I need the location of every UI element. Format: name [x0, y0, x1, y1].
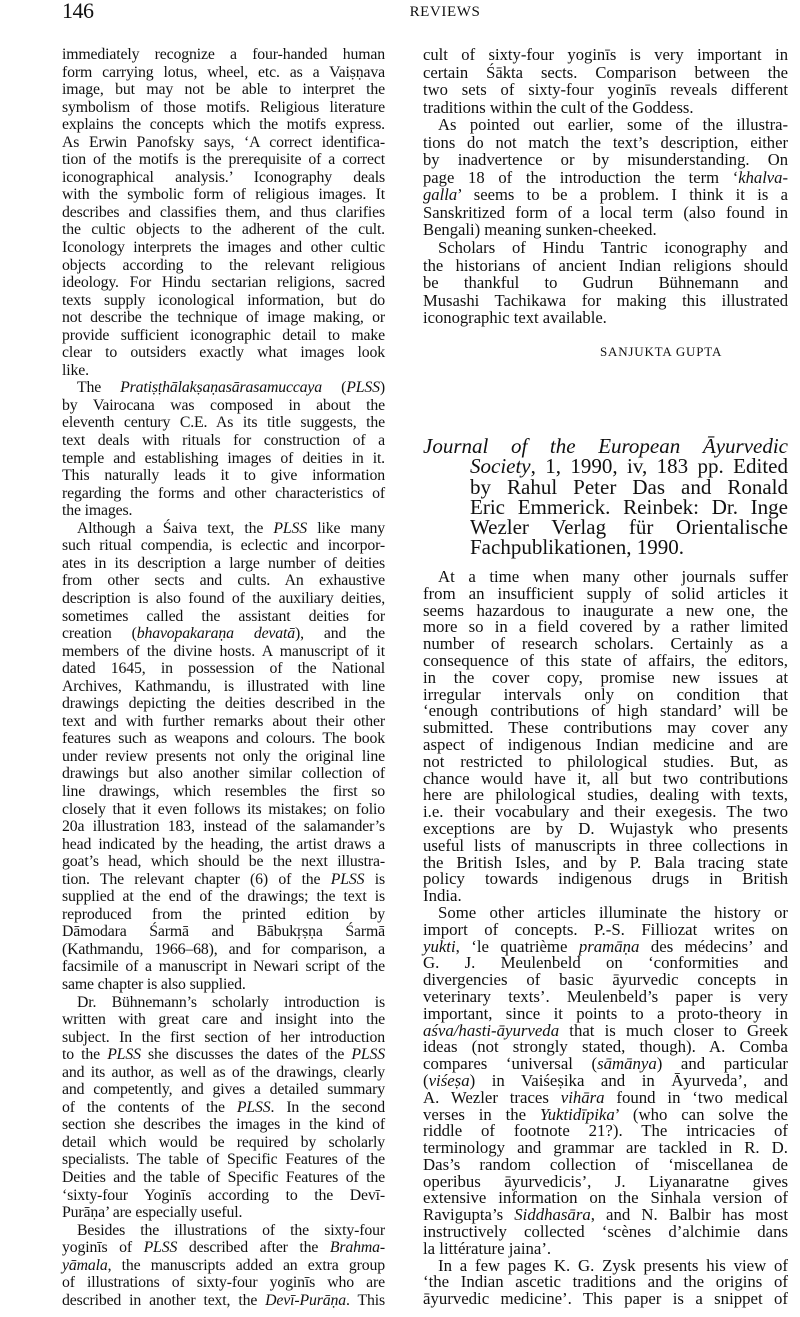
review-heading: [423, 436, 788, 558]
text-line: verses in the Yuktidīpika’ (who can solve the: [423, 1104, 788, 1124]
text-line: eleventh century C.E. As its title suggests, the: [62, 414, 385, 432]
text-line: Deities and the table of Specific Features of the: [62, 1169, 385, 1186]
text-line: (Kathmandu, 1966–68), and for comparison, a: [62, 940, 385, 958]
paragraph: [423, 569, 788, 905]
text-line: with the symbolic form of religious images. It: [62, 186, 385, 204]
text-line: in the cover copy, promise new issues at: [423, 667, 788, 687]
text-line: la littérature jaina’.: [423, 1238, 552, 1258]
text-line: texts supply iconological information, but do: [62, 291, 385, 309]
text-line: tion of the motifs is the prerequisite of a correct: [62, 151, 385, 169]
text-line: This naturally leads it to give information: [62, 467, 385, 485]
paragraph: [423, 116, 788, 239]
text-line: compares ‘universal (sāmānya) and particular: [423, 1054, 788, 1074]
text-line: objects according to the relevant religious: [62, 256, 385, 274]
text-line: text deals with rituals for construction of a: [62, 432, 385, 450]
running-head: REVIEWS: [409, 4, 481, 20]
text-line: description is also found of the auxiliary deities,: [62, 589, 385, 607]
right-column-review-body: [423, 569, 788, 1308]
paragraph: [423, 1255, 788, 1309]
text-line: by Rahul Peter Das and Ronald: [470, 474, 788, 499]
text-line: members of the divine hosts. A manuscript of it: [62, 642, 385, 660]
text-line: number of research scholars. Certainly as a: [423, 634, 788, 654]
paragraph: [423, 46, 788, 116]
text-line: dated 1645, in possession of the National: [62, 660, 385, 678]
text-line: galla’ seems to be a problem. I think it is a: [423, 185, 788, 205]
text-line: and competently, and gives a detailed summary: [62, 1081, 385, 1099]
text-line: Some other articles illuminate the history or: [438, 902, 788, 922]
text-line: G. J. Meulenbeld on ‘conformities and: [423, 953, 788, 973]
text-line: section she describes the images in the kind of: [62, 1116, 385, 1134]
text-line: veterinary texts’. Meulenbeld’s paper is very: [423, 986, 788, 1006]
text-line: As pointed out earlier, some of the illustra-: [438, 115, 788, 135]
text-line: such ritual compendia, is eclectic and incorpor-: [62, 537, 385, 555]
text-line: Journal of the European Āyurvedic: [423, 434, 788, 458]
text-line: terminology and grammar are tackled in R. D.: [423, 1138, 788, 1158]
text-line: Archives, Kathmandu, is illustrated with line: [62, 677, 385, 695]
text-line: aśva/hasti-āyurveda that is much closer to Greek: [423, 1020, 788, 1040]
text-line: instructively collected ‘scènes d’alchimie dans: [423, 1222, 788, 1242]
text-line: head indicated by the heading, the artist draws a: [62, 835, 385, 853]
text-line: immediately recognize a four-handed human: [62, 46, 385, 63]
text-line: by inadvertence or by misunderstanding. On: [423, 150, 788, 170]
text-line: irregular intervals only on condition that: [423, 684, 788, 704]
text-line: tion. The relevant chapter (6) of the PLSS is: [62, 870, 385, 888]
text-line: certain Śākta sects. Comparison between the: [423, 62, 788, 82]
text-line: creation (bhavopakaraṇa devatā), and the: [62, 625, 385, 643]
text-line: page 18 of the introduction the term ‘khalva-: [423, 167, 788, 187]
text-line: seems hazardous to inaugurate a new one, the: [423, 600, 788, 620]
text-line: policy towards indigenous drugs in British: [423, 869, 788, 889]
text-line: specialists. The table of Specific Features of the: [62, 1151, 385, 1169]
text-line: 20a illustration 183, instead of the salamander’s: [62, 818, 385, 836]
text-line: Society, 1, 1990, iv, 183 pp. Edited: [470, 454, 788, 479]
text-line: by Vairocana was composed in about the: [62, 396, 385, 414]
paragraph: [62, 379, 385, 519]
text-line: temple and establishing images of deities in it.: [62, 449, 385, 467]
text-line: provide sufficient iconographic detail to make: [62, 326, 385, 344]
text-line: yoginīs of PLSS described after the Brahma-: [62, 1239, 385, 1257]
text-line: here are philological studies, dealing with texts,: [423, 785, 788, 805]
text-line: to the PLSS she discusses the dates of the PLSS: [62, 1046, 385, 1064]
text-line: consequence of this state of affairs, the editors,: [423, 650, 788, 670]
text-line: line drawings, which resembles the first so: [62, 782, 385, 800]
text-line: cult of sixty-four yoginīs is very important in: [423, 45, 788, 64]
text-line: chance would have it, all but two contributions: [423, 768, 788, 788]
text-line: India.: [423, 886, 462, 906]
text-line: the British Isles, and by P. Bala tracing state: [423, 852, 788, 872]
text-line: iconographical analysis.’ Iconography deals: [62, 168, 385, 186]
text-line: i.e. their vocabulary and their exegesis. The two: [423, 802, 788, 822]
text-line: Fachpublikationen, 1990.: [470, 535, 685, 560]
text-line: features such as weapons and colours. The book: [62, 730, 385, 748]
text-line: detail which would be required by scholarly: [62, 1133, 385, 1151]
text-line: (viśeṣa) in Vaiśeṣika and in Āyurveda’, and: [423, 1070, 788, 1090]
text-line: ideology. For Hindu sectarian religions, sacred: [62, 274, 385, 292]
text-line: not describe the technique of image making, or: [62, 309, 385, 327]
text-line: yāmala, the manuscripts added an extra group: [62, 1256, 385, 1274]
text-line: useful lists of manuscripts in three collections in: [423, 835, 788, 855]
text-line: of the contents of the PLSS. In the second: [62, 1098, 385, 1116]
text-line: aspect of indigenous Indian medicine and are: [423, 734, 788, 754]
paragraph: [62, 46, 385, 379]
text-line: the cultic objects to the adherent of the cult.: [62, 221, 385, 239]
text-line: be thankful to Gudrun Bühnemann and: [423, 273, 788, 293]
text-line: Purāṇa’ are especially useful.: [62, 1204, 243, 1222]
text-line: more so in a field covered by a rather limited: [423, 617, 788, 637]
text-line: āyurvedic medicine’. This paper is a snippet of: [423, 1289, 788, 1309]
text-line: In a few pages K. G. Zysk presents his view of: [438, 1255, 788, 1275]
text-line: ‘enough contributions of high standard’ will be: [423, 701, 788, 721]
text-line: symbolism of those motifs. Religious literature: [62, 98, 385, 116]
text-line: Dāmodara Śarmā and Bābukṛṣṇa Śarmā: [62, 923, 385, 941]
text-line: Sanskritized form of a local term (also found in: [423, 202, 788, 222]
text-line: A. Wezler traces vihāra found in ‘two medical: [423, 1087, 788, 1107]
text-line: ates in its description a large number of deities: [62, 554, 385, 572]
text-line: exceptions are by D. Wujastyk who presents: [423, 818, 788, 838]
left-column: [62, 46, 385, 1309]
text-line: clear to outsiders exactly what images look: [62, 344, 385, 362]
text-line: image, but may not be able to interpret the: [62, 81, 385, 99]
right-column-review-end: [423, 46, 788, 327]
text-line: Iconology interprets the images and other cultic: [62, 239, 385, 257]
text-line: of illustrations of sixty-four yoginīs who are: [62, 1274, 385, 1292]
text-line: facsimile of a manuscript in Newari script of the: [62, 958, 385, 976]
text-line: from other sects and cults. An exhaustive: [62, 572, 385, 590]
text-line: not restricted to philological studies. But, as: [423, 751, 788, 771]
text-line: from an insufficient supply of solid articles it: [423, 583, 788, 603]
text-line: ‘the Indian ascetic traditions and the origins of: [423, 1272, 788, 1292]
text-line: described in another text, the Devī-Purāṇa. This: [62, 1291, 385, 1309]
text-line: drawings depicting the deities described in the: [62, 695, 385, 713]
page-number: 146: [62, 0, 94, 23]
text-line: tions do not match the text’s description, either: [423, 132, 788, 152]
text-line: iconographic text available.: [423, 308, 607, 328]
text-line: Scholars of Hindu Tantric iconography and: [438, 238, 788, 258]
text-line: regarding the forms and other characteristics of: [62, 484, 385, 502]
text-line: reproduced from the printed edition by: [62, 905, 385, 923]
text-line: closely that it even follows its mistakes; on folio: [62, 800, 385, 818]
text-line: Dr. Bühnemann’s scholarly introduction is: [77, 993, 385, 1011]
text-line: ‘sixty-four Yoginīs according to the Devī-: [62, 1186, 385, 1204]
text-line: Das’s random collection of ‘miscellanea de: [423, 1154, 788, 1174]
text-line: Bengali) meaning sunken-cheeked.: [423, 220, 657, 240]
text-line: same chapter is also supplied.: [62, 975, 246, 993]
text-line: important, since it points to a proto-theory in: [423, 1003, 788, 1023]
paragraph: [423, 902, 788, 1258]
paragraph: [62, 994, 385, 1222]
text-line: subject. In the first section of her introduction: [62, 1028, 385, 1046]
paragraph: [62, 1222, 385, 1310]
text-line: yukti, ‘le quatrième pramāṇa des médecins’ and: [423, 936, 788, 956]
text-line: the historians of ancient Indian religions should: [423, 255, 788, 275]
text-line: describes and classifies them, and thus clarifies: [62, 203, 385, 221]
text-line: like.: [62, 361, 89, 379]
text-line: supplied at the end of the drawings; the text is: [62, 888, 385, 906]
text-line: explains the concepts which the motifs express.: [62, 116, 385, 134]
text-line: traditions within the cult of the Goddess.: [423, 97, 694, 117]
text-line: and its author, as well as of the drawings, clearly: [62, 1063, 385, 1081]
text-line: The Pratiṣṭhālakṣaṇasārasamuccaya (PLSS): [77, 379, 385, 397]
text-line: submitted. These contributions may cover any: [423, 718, 788, 738]
text-line: As Erwin Panofsky says, ‘A correct identifica-: [62, 133, 385, 151]
text-line: sometimes called the assistant deities for: [62, 607, 385, 625]
text-line: text and with further remarks about their other: [62, 712, 385, 730]
text-line: Musashi Tachikawa for making this illustrated: [423, 290, 788, 310]
text-line: under review presents not only the original line: [62, 747, 385, 765]
text-line: goat’s head, which should be the next illustra-: [62, 853, 385, 871]
text-line: drawings but also another similar collection of: [62, 765, 385, 783]
text-line: ideas (not strongly stated, though). A. Comba: [423, 1037, 788, 1057]
paragraph: [62, 520, 385, 994]
text-line: Although a Śaiva text, the PLSS like many: [77, 519, 385, 537]
text-line: the images.: [62, 502, 133, 520]
text-line: two sets of sixty-four yoginīs reveals different: [423, 80, 788, 100]
text-line: riddle of footnote 21?). The intricacies of: [423, 1121, 788, 1141]
paragraph: [423, 239, 788, 327]
paragraph: [423, 436, 788, 558]
text-line: Ravigupta’s Siddhasāra, and N. Balbir has most: [423, 1205, 788, 1225]
text-line: operibus āyurvedicis’, J. Liyanaratne gives: [423, 1171, 788, 1191]
text-line: import of concepts. P.-S. Filliozat writes on: [423, 919, 788, 939]
text-line: written with great care and insight into the: [62, 1011, 385, 1029]
text-line: Besides the illustrations of the sixty-four: [77, 1221, 385, 1239]
text-line: divergencies of basic āyurvedic concepts in: [423, 970, 788, 990]
text-line: At a time when many other journals suffer: [438, 567, 788, 586]
text-line: Wezler Verlag für Orientalische: [470, 515, 788, 540]
text-line: extensive information on the Sinhala version of: [423, 1188, 788, 1208]
text-line: form carrying lotus, wheel, etc. as a Vaiṣṇava: [62, 63, 385, 81]
reviewer-signature: SANJUKTA GUPTA: [600, 344, 723, 359]
text-line: Eric Emmerick. Reinbek: Dr. Inge: [470, 494, 788, 519]
